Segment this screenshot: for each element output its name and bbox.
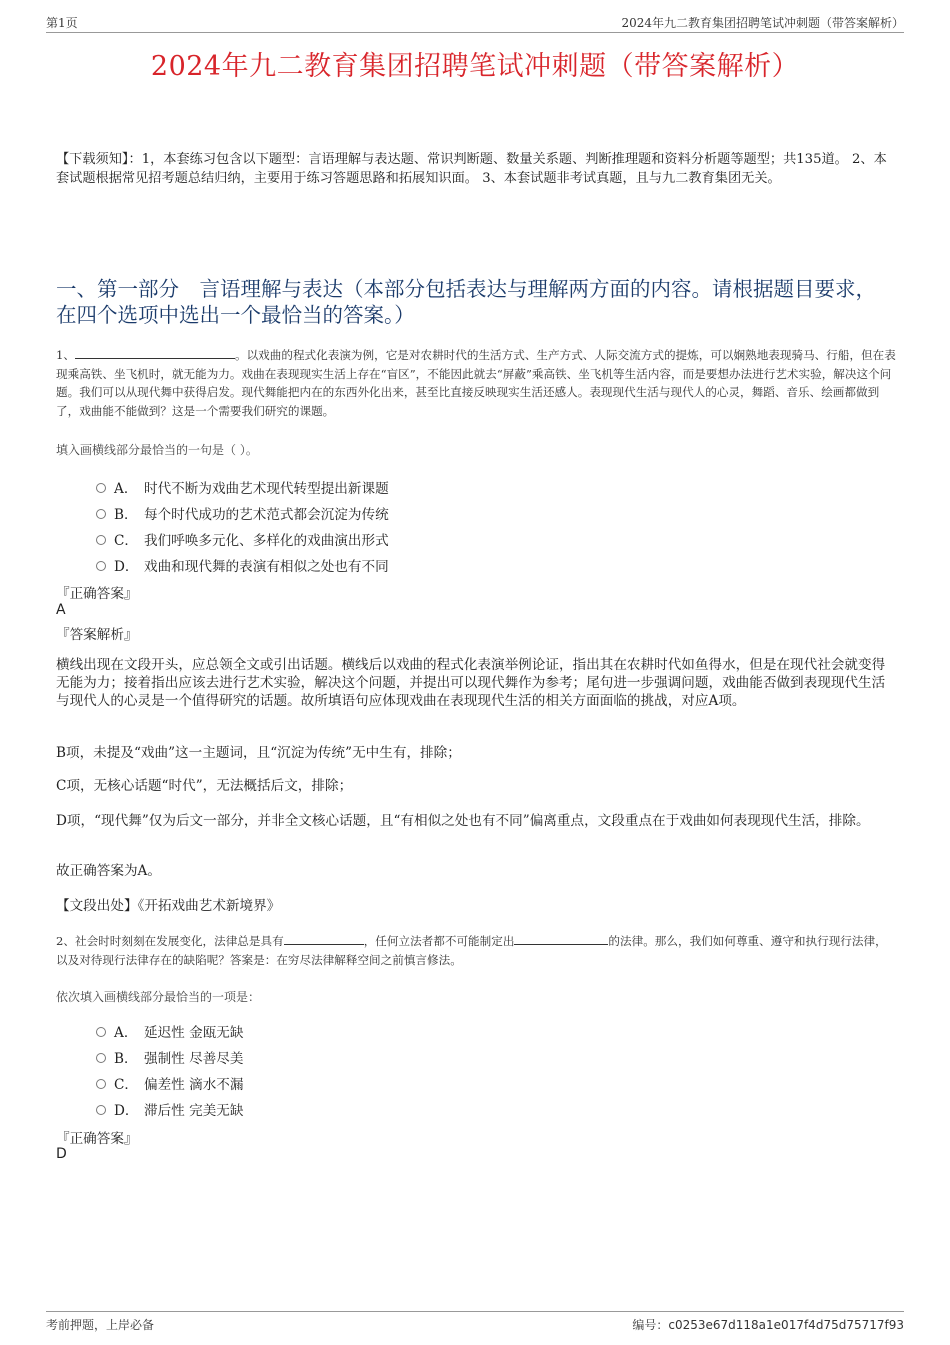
radio-button[interactable]	[96, 1079, 106, 1089]
option-c[interactable]: C． 我们呼唤多元化、多样化的戏曲演出形式	[96, 529, 796, 555]
footer-code: 编号：c0253e67d118a1e017f4d75d75717f93	[632, 1318, 904, 1332]
option-b[interactable]: B． 每个时代成功的艺术范式都会沉淀为传统	[96, 503, 796, 529]
option-d[interactable]: D． 滞后性 完美无缺	[96, 1099, 796, 1125]
radio-button[interactable]	[96, 1053, 106, 1063]
section-title: 一、第一部分 言语理解与表达（本部分包括表达与理解两方面的内容。请根据题目要求，在四个选项中选出一个最恰当的答案。）	[56, 277, 876, 327]
question-2-number: 2、	[56, 934, 75, 948]
question-1-number: 1、	[56, 348, 75, 362]
radio-button[interactable]	[96, 1105, 106, 1115]
answer-label: 『正确答案』	[56, 586, 138, 602]
option-d[interactable]: D． 戏曲和现代舞的表演有相似之处也有不同	[96, 555, 796, 581]
question-2-text: 2、社会时时刻刻在发展变化，法律总是具有 ，任何立法者都不可能制定出 的法律。那么，我们如何尊重、遵守和执行现行法律，以及对待现行法律存在的缺陷呢？答案是：在穷尽法律解释空间之前慎言修法。	[56, 934, 887, 967]
page-number: 第1页	[46, 16, 78, 30]
question-1-body: 。以戏曲的程式化表演为例，它是对农耕时代的生活方式、生产方式、人际交流方式的提炼，可以娴熟地表现骑马、行船，但在表现乘高铁、坐飞机时，就无能为力。戏曲在表现现实生活上存在“盲区”，不能因此就去“屏蔽”乘高铁、坐飞机等生活内容，而是要想办法进行艺术实验，解决这个问题。我们可以从现代舞中获得启发。现代舞能把内在的东西外化出来，甚至比直接反映现实生活还感人。表现现代生活与现代人的心灵，舞蹈、音乐、绘画都做到了，戏曲能不能做到？这是一个需要我们研究的课题。	[56, 348, 896, 418]
analysis-paragraph: C项，无核心话题“时代”，无法概括后文，排除；	[56, 778, 353, 794]
analysis-paragraph: 横线出现在文段开头，应总领全文或引出话题。横线后以戏曲的程式化表演举例论证，指出其在农耕时代如鱼得水，但是在现代社会就变得无能为力；接着指出应该去进行艺术实验，解决这个问题，并提出可以现代舞作为参考；尾句进一步强调问题，戏曲能否做到表现现代生活与现代人的心灵是一个值得研究的话题。故所填语句应体现戏曲在表现现代生活的相关方面面临的挑战，对应A项。	[56, 657, 886, 709]
option-b[interactable]: B． 强制性 尽善尽美	[96, 1047, 796, 1073]
option-a[interactable]: A． 延迟性 金瓯无缺	[96, 1021, 796, 1047]
header-doc-title: 2024年九二教育集团招聘笔试冲刺题（带答案解析）	[621, 16, 904, 30]
download-notice: 【下载须知】：1，本套练习包含以下题型：言语理解与表达题、常识判断题、数量关系题、判断推理题和资料分析题等题型；共135道。 2、本套试题根据常见招考题总结归纳，主要用于练习答题思路和拓展知识面。 3、本套试题非考试真题，且与九二教育集团无关。	[56, 152, 887, 186]
answer-label: 『正确答案』	[56, 1131, 138, 1147]
analysis-paragraph: D项，“现代舞”仅为后文一部分，并非全文核心话题，且“有相似之处也有不同”偏离重点，文段重点在于戏曲如何表现现代生活，排除。	[56, 813, 870, 829]
analysis-label: 『答案解析』	[56, 627, 138, 643]
analysis-paragraph: B项，未提及“戏曲”这一主题词，且“沉淀为传统”无中生有，排除；	[56, 745, 461, 761]
page-footer	[46, 1311, 904, 1332]
page-header	[46, 14, 904, 33]
question-1-text	[56, 346, 896, 420]
analysis-conclusion: 故正确答案为A。	[56, 863, 161, 879]
footer-slogan: 考前押题，上岸必备	[46, 1318, 155, 1332]
answer-value: D	[56, 1146, 67, 1162]
answer-value: A	[56, 602, 66, 618]
option-a[interactable]: A． 时代不断为戏曲艺术现代转型提出新课题	[96, 477, 796, 503]
analysis-source: 【文段出处】《开拓戏曲艺术新境界》	[56, 898, 281, 914]
option-c[interactable]: C． 偏差性 滴水不漏	[96, 1073, 796, 1099]
radio-button[interactable]	[96, 535, 106, 545]
question-1-blank	[75, 346, 235, 359]
radio-button[interactable]	[96, 483, 106, 493]
question-2-prompt: 依次填入画横线部分最恰当的一项是：	[56, 990, 261, 1004]
question-1-prompt: 填入画横线部分最恰当的一句是（ ）。	[56, 443, 258, 457]
question-1-options	[96, 477, 796, 581]
document-title: 2024年九二教育集团招聘笔试冲刺题（带答案解析）	[150, 51, 800, 82]
radio-button[interactable]	[96, 561, 106, 571]
question-2-options	[96, 1021, 796, 1125]
question-2-blank-2	[514, 932, 608, 945]
question-2-blank-1	[284, 932, 364, 945]
radio-button[interactable]	[96, 1027, 106, 1037]
radio-button[interactable]	[96, 509, 106, 519]
